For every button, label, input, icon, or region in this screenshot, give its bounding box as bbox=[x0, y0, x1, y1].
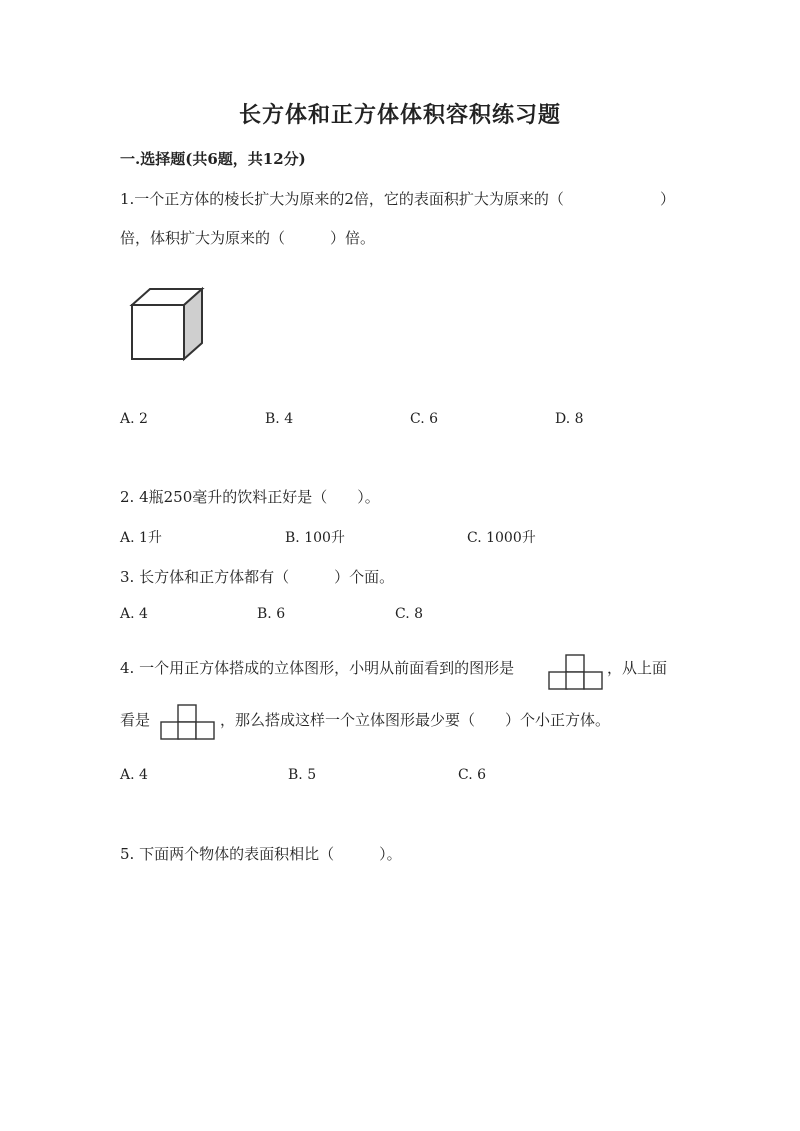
top-view-figure bbox=[160, 704, 216, 740]
question-4-line-2-end: ，那么搭成这样一个立体图形最少要（ ）个小正方体。 bbox=[220, 711, 611, 729]
question-2-text: 2. 4瓶250毫升的饮料正好是（ ）。 bbox=[120, 488, 380, 506]
section-heading: 一.选择题(共6题，共12分) bbox=[120, 150, 306, 168]
front-view-figure bbox=[548, 654, 604, 690]
question-1-line-2: 倍，体积扩大为原来的（ ）倍。 bbox=[120, 229, 376, 247]
question-2-option-a[interactable]: A. 1升 bbox=[120, 530, 162, 546]
cube-front-face bbox=[132, 305, 184, 359]
question-4-line-2-start: 看是 bbox=[120, 711, 151, 729]
question-1-option-c[interactable]: C. 6 bbox=[410, 411, 439, 427]
question-3-text: 3. 长方体和正方体都有（ ）个面。 bbox=[120, 568, 395, 586]
question-2-option-b[interactable]: B. 100升 bbox=[285, 530, 345, 546]
question-3-option-c[interactable]: C. 8 bbox=[395, 606, 424, 622]
question-4-line-1-end: ，从上面 bbox=[607, 659, 668, 677]
page-title: 长方体和正方体体积容积练习题 bbox=[238, 102, 561, 128]
question-4-option-c[interactable]: C. 6 bbox=[458, 767, 487, 783]
question-4-line-1: 4. 一个用正方体搭成的立体图形，小明从前面看到的图形是 bbox=[120, 659, 515, 677]
question-3-option-a[interactable]: A. 4 bbox=[120, 606, 148, 622]
question-2-option-c[interactable]: C. 1000升 bbox=[467, 530, 536, 546]
cube-figure bbox=[128, 287, 204, 361]
question-1-line-1: 1.一个正方体的棱长扩大为原来的2倍，它的表面积扩大为原来的（ bbox=[120, 190, 564, 208]
question-4-option-b[interactable]: B. 5 bbox=[288, 767, 317, 783]
question-1-option-d[interactable]: D. 8 bbox=[555, 411, 584, 427]
question-4-option-a[interactable]: A. 4 bbox=[120, 767, 148, 783]
question-1-option-b[interactable]: B. 4 bbox=[265, 411, 294, 427]
question-5-text: 5. 下面两个物体的表面积相比（ ）。 bbox=[120, 845, 402, 863]
question-1-paren-close: ） bbox=[660, 190, 676, 208]
question-1-option-a[interactable]: A. 2 bbox=[120, 411, 148, 427]
question-3-option-b[interactable]: B. 6 bbox=[257, 606, 286, 622]
